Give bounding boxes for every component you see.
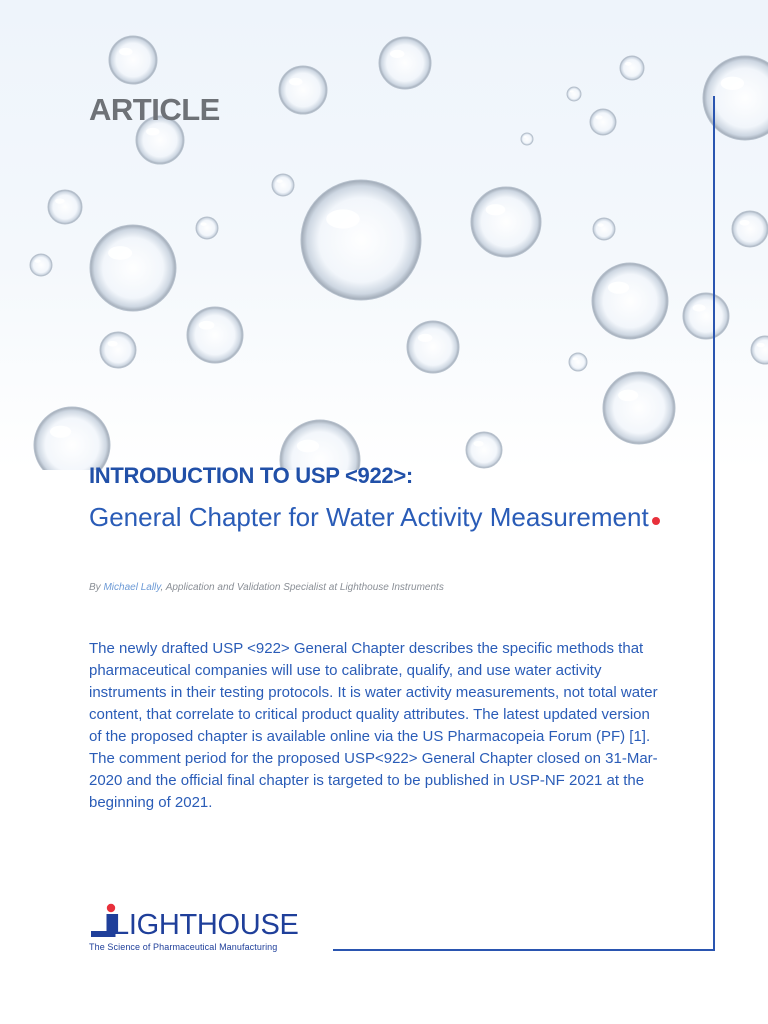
water-droplets-image <box>0 0 768 470</box>
droplet-highlight <box>35 259 41 263</box>
droplet-highlight <box>390 50 405 58</box>
water-droplet <box>620 56 644 80</box>
droplet-highlight <box>108 341 118 347</box>
droplet-highlight <box>757 343 765 347</box>
droplet-highlight <box>740 220 750 226</box>
droplet-highlight <box>486 204 506 215</box>
water-droplet <box>196 217 218 239</box>
droplet-highlight <box>595 115 602 119</box>
water-droplet <box>569 353 587 371</box>
water-droplet <box>592 263 668 339</box>
droplet-highlight <box>573 357 578 360</box>
water-droplet <box>109 36 157 84</box>
droplet-highlight <box>55 198 65 203</box>
frame-line-horizontal <box>333 949 715 951</box>
water-droplet <box>466 432 502 468</box>
droplet-highlight <box>693 304 706 311</box>
article-title-secondary-text: General Chapter for Water Activity Measurement <box>89 502 649 532</box>
droplet-highlight <box>618 390 638 402</box>
droplet-highlight <box>50 426 71 438</box>
droplet-highlight <box>201 222 207 226</box>
byline-prefix: By <box>89 582 104 593</box>
droplet-highlight <box>108 246 132 260</box>
water-droplet <box>187 307 243 363</box>
droplet-highlight <box>119 48 132 56</box>
byline <box>89 582 444 593</box>
droplet-highlight <box>570 90 574 92</box>
droplet-highlight <box>418 334 433 342</box>
water-droplet <box>100 332 136 368</box>
droplet-highlight <box>598 223 604 227</box>
water-droplet <box>30 254 52 276</box>
water-droplet <box>279 66 327 114</box>
red-dot-icon <box>652 517 660 525</box>
article-title-secondary <box>89 498 689 536</box>
logo-tagline: The Science of Pharmaceutical Manufacturing <box>89 942 278 952</box>
droplet-highlight <box>289 78 302 86</box>
water-droplet <box>48 190 82 224</box>
water-droplet <box>732 211 768 247</box>
water-droplet <box>407 321 459 373</box>
water-droplet <box>272 174 294 196</box>
water-droplet <box>471 187 541 257</box>
water-droplet <box>90 225 176 311</box>
droplet-highlight <box>277 179 283 183</box>
droplet-highlight <box>524 136 527 138</box>
frame-line-vertical <box>713 96 715 950</box>
droplet-highlight <box>199 321 215 330</box>
droplet-highlight <box>326 209 360 228</box>
droplet-highlight <box>474 441 484 447</box>
water-droplet <box>603 372 675 444</box>
water-droplet <box>751 336 768 364</box>
water-droplet <box>34 407 110 470</box>
author-name: Michael Lally <box>103 582 161 593</box>
water-droplet <box>379 37 431 89</box>
droplet-highlight <box>146 128 159 136</box>
water-droplet <box>593 218 615 240</box>
water-droplet <box>301 180 421 300</box>
droplet-highlight <box>625 62 632 66</box>
droplet-highlight <box>721 77 745 90</box>
logo-wordmark: LIGHTHOUSE <box>113 909 299 941</box>
section-label: ARTICLE <box>89 92 220 127</box>
water-droplet <box>683 293 729 339</box>
water-droplet <box>590 109 616 135</box>
droplet-highlight <box>608 282 629 294</box>
article-title-primary: INTRODUCTION TO USP <922>: <box>89 463 413 488</box>
article-body: The newly drafted USP <922> General Chapter describes the specific methods that pharmaceutical companies will use to calibrate, qualify, and use water activity instruments in their testing protocols. It is water activity measurements, not total water content, that correlate to critical product quality attributes. The latest updated version of the proposed chapter is available online via the US Pharmacopeia Forum (PF) [1]. The comment period for the proposed USP<922> General Chapter closed on 31-Mar-2020 and the official final chapter is targeted to be published in USP-NF 2021 at the beginning of 2021. <box>89 640 658 811</box>
author-role: , Application and Validation Specialist at Lighthouse Instruments <box>160 582 444 593</box>
water-droplet <box>521 133 533 145</box>
droplet-highlight <box>297 440 319 453</box>
lighthouse-logo <box>89 903 329 955</box>
water-droplet <box>567 87 581 101</box>
